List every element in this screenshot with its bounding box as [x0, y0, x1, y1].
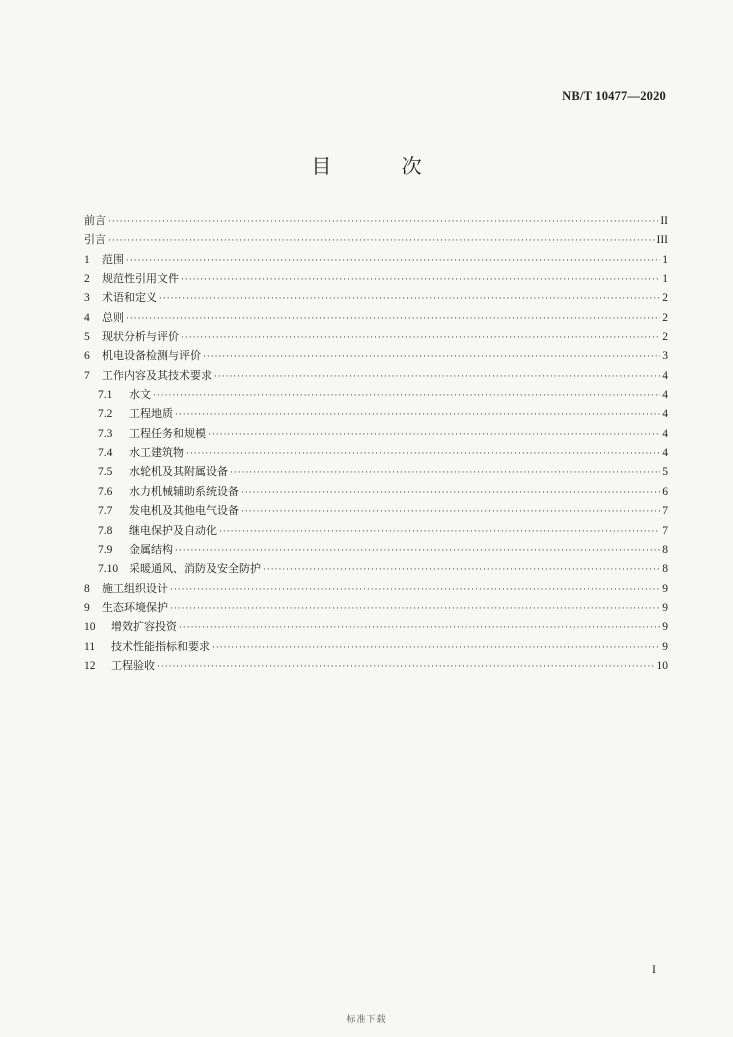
toc-entry-number: 7.1 [98, 389, 113, 402]
toc-entry-number: 7.10 [98, 563, 119, 576]
toc-dot-leader [126, 314, 660, 324]
toc-entry-number: 8 [84, 582, 90, 595]
toc-dot-leader [159, 294, 660, 304]
toc-entry[interactable] [84, 309, 668, 328]
toc-dot-leader [175, 410, 660, 420]
toc-entry-title: 前言 [84, 214, 106, 227]
toc-entry-title: 术语和定义 [102, 291, 157, 305]
toc-entry-title: 水文 [129, 388, 151, 402]
toc-dot-leader [175, 546, 660, 556]
toc-entry[interactable] [84, 444, 668, 463]
toc-entry-title: 采暖通风、消防及安全防护 [129, 562, 261, 576]
toc-entry[interactable] [84, 328, 668, 347]
toc-dot-leader [241, 507, 660, 517]
toc-entry-number: 12 [84, 659, 96, 672]
toc-title: 目 次 [311, 154, 454, 178]
toc-entry-page: 6 [662, 485, 668, 498]
toc-entry[interactable] [84, 367, 668, 386]
toc-entry-page: 4 [662, 369, 668, 382]
toc-entry-title: 施工组织设计 [102, 581, 168, 595]
toc-dot-leader [186, 449, 660, 459]
toc-entry-page: 8 [662, 563, 668, 576]
toc-entry-page: 3 [662, 350, 668, 363]
toc-entry-number: 7 [84, 369, 90, 382]
toc-entry-number: 7.7 [98, 505, 113, 518]
toc-entry-number: 5 [84, 331, 90, 344]
toc-entry-title: 增效扩容投资 [111, 620, 177, 634]
toc-entry-title: 总则 [102, 310, 124, 324]
toc-dot-leader [181, 275, 660, 285]
toc-entry-title: 引言 [84, 233, 106, 247]
toc-entry[interactable] [84, 580, 668, 599]
toc-entry[interactable] [84, 522, 668, 541]
toc-entry-page: 7 [662, 524, 668, 537]
toc-entry-page: 2 [662, 331, 668, 344]
toc-entry[interactable] [84, 638, 668, 657]
toc-entry-number: 7.2 [98, 408, 113, 421]
toc-entry[interactable] [84, 289, 668, 308]
toc-entry-title: 生态环境保护 [102, 600, 168, 614]
toc-entry-number: 3 [84, 292, 90, 305]
toc-entry-title: 水轮机及其附属设备 [129, 465, 228, 479]
toc-entry[interactable] [84, 483, 668, 502]
toc-entry-title: 发电机及其他电气设备 [129, 504, 239, 518]
page-number: I [652, 962, 656, 976]
toc-entry[interactable] [84, 386, 668, 405]
toc-entry-number: 7.5 [98, 466, 113, 479]
toc-entry-number: 7.8 [98, 524, 113, 537]
toc-entry[interactable] [84, 618, 668, 637]
toc-entry-title: 范围 [102, 252, 124, 266]
toc-dot-leader [230, 468, 660, 478]
toc-entry-title: 继电保护及自动化 [129, 523, 217, 537]
toc-entry-page: 2 [662, 292, 668, 305]
toc-entry[interactable] [84, 231, 668, 250]
toc-entry[interactable] [84, 463, 668, 482]
toc-entry-page: 8 [662, 543, 668, 556]
toc-entry-number: 10 [84, 621, 96, 634]
toc-entry-page: III [656, 234, 668, 247]
toc-entry-title: 机电设备检测与评价 [102, 349, 201, 363]
toc-entry-number: 1 [84, 253, 90, 266]
toc-dot-leader [212, 643, 660, 653]
toc-dot-leader [219, 527, 660, 537]
toc-entry[interactable] [84, 425, 668, 444]
toc-dot-leader [170, 604, 660, 614]
table-of-contents [84, 212, 668, 676]
toc-entry-page: 5 [662, 466, 668, 479]
toc-entry-number: 6 [84, 350, 90, 363]
toc-entry-number: 9 [84, 601, 90, 614]
toc-entry[interactable] [84, 560, 668, 579]
toc-entry[interactable] [84, 541, 668, 560]
toc-entry-number: 11 [84, 640, 96, 653]
toc-entry-page: 1 [662, 253, 668, 266]
toc-entry-number: 4 [84, 311, 90, 324]
toc-entry-page: 4 [662, 389, 668, 402]
toc-entry-page: II [660, 215, 668, 227]
toc-dot-leader [208, 430, 660, 440]
toc-entry-page: 4 [662, 447, 668, 460]
toc-entry-page: 9 [662, 640, 668, 653]
toc-entry-page: 1 [662, 273, 668, 286]
toc-entry[interactable] [84, 347, 668, 366]
toc-entry[interactable] [84, 599, 668, 618]
toc-entry-page: 2 [662, 311, 668, 324]
watermark-text: 标准下载 [346, 1015, 387, 1025]
toc-entry-title: 水力机械辅助系统设备 [129, 484, 239, 498]
toc-entry-number: 2 [84, 273, 90, 286]
toc-entry[interactable] [84, 251, 668, 270]
toc-entry[interactable] [84, 270, 668, 289]
toc-dot-leader [157, 662, 655, 672]
toc-entry[interactable] [84, 502, 668, 521]
toc-entry-page: 9 [662, 601, 668, 614]
toc-entry[interactable] [84, 657, 668, 676]
toc-entry-page: 10 [656, 659, 668, 672]
toc-entry-number: 7.4 [98, 447, 113, 460]
toc-dot-leader [181, 333, 660, 343]
toc-entry-page: 4 [662, 427, 668, 440]
toc-entry-number: 7.6 [98, 485, 113, 498]
toc-dot-leader [108, 236, 655, 246]
toc-entry[interactable] [84, 405, 668, 424]
toc-entry-title: 技术性能指标和要求 [111, 639, 210, 653]
toc-entry-title: 工程验收 [111, 658, 155, 672]
toc-entry-title: 工程地质 [129, 407, 173, 421]
toc-entry-page: 9 [662, 621, 668, 634]
toc-entry-title: 水工建筑物 [129, 446, 184, 460]
toc-entry-page: 9 [662, 582, 668, 595]
toc-dot-leader [170, 585, 660, 595]
toc-dot-leader [179, 623, 660, 633]
standard-number: NB/T 10477—2020 [562, 89, 666, 103]
toc-entry[interactable] [84, 212, 668, 231]
toc-entry-title: 金属结构 [129, 542, 173, 556]
toc-dot-leader [263, 565, 660, 575]
toc-entry-number: 7.3 [98, 427, 113, 440]
toc-dot-leader [108, 217, 658, 227]
toc-dot-leader [153, 391, 660, 401]
toc-entry-page: 7 [662, 505, 668, 518]
toc-entry-number: 7.9 [98, 543, 113, 556]
toc-entry-title: 现状分析与评价 [102, 330, 179, 344]
toc-dot-leader [203, 352, 660, 362]
toc-entry-title: 工作内容及其技术要求 [102, 368, 212, 382]
toc-dot-leader [241, 488, 660, 498]
toc-dot-leader [126, 256, 660, 266]
toc-entry-page: 4 [662, 408, 668, 421]
toc-entry-title: 工程任务和规模 [129, 426, 206, 440]
toc-entry-title: 规范性引用文件 [102, 272, 179, 286]
toc-dot-leader [214, 372, 660, 382]
